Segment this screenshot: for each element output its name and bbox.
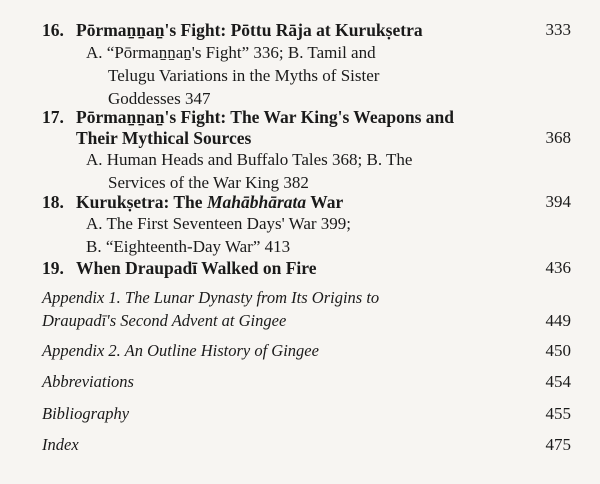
index-title: Index <box>42 435 79 454</box>
abbreviations-title: Abbreviations <box>42 372 134 391</box>
subsection-line: Telugu Variations in the Myths of Sister <box>108 66 380 85</box>
appendix-title: Appendix 2. An Outline History of Gingee <box>42 341 319 360</box>
page-number: 436 <box>545 258 571 277</box>
chapter-number: 19. <box>42 258 64 278</box>
chapter-title-italic: Mahābhārata <box>206 192 307 212</box>
chapter-title-text: Pōrmaṉṉaṉ's Fight: Pōttu Rāja at Kurukṣetra <box>76 20 423 40</box>
chapter-title <box>42 20 423 40</box>
chapter-title <box>42 107 454 127</box>
appendix-title: Appendix 1. The Lunar Dynasty from Its Origins to <box>42 288 380 307</box>
subsection-line: A. Human Heads and Buffalo Tales 368; B. The <box>86 150 413 169</box>
appendix-title-continued: Draupadī's Second Advent at Gingee <box>42 311 287 330</box>
chapter-title-text: When Draupadī Walked on Fire <box>76 258 317 278</box>
chapter-title-text: War <box>306 192 344 212</box>
chapter-title <box>42 192 343 212</box>
subsection-line: Services of the War King 382 <box>108 173 309 192</box>
page-number: 450 <box>545 341 571 360</box>
page-number: 449 <box>545 311 571 330</box>
chapter-number: 18. <box>42 192 64 212</box>
page-number: 455 <box>545 404 571 423</box>
subsection-line: A. “Pōrmaṉṉaṉ's Fight” 336; B. Tamil and <box>86 43 376 62</box>
chapter-number: 17. <box>42 107 64 127</box>
page-number: 475 <box>545 435 571 454</box>
bibliography-title: Bibliography <box>42 404 130 423</box>
page-number: 394 <box>545 192 571 211</box>
page-number: 368 <box>545 128 571 147</box>
subsection-line: A. The First Seventeen Days' War 399; <box>86 214 351 233</box>
page-number: 333 <box>545 20 571 39</box>
chapter-title-text: Kurukṣetra: The <box>76 192 207 212</box>
page-number: 454 <box>545 372 571 391</box>
chapter-number: 16. <box>42 20 64 40</box>
subsection-line: Goddesses 347 <box>108 89 211 108</box>
chapter-title-continued: Their Mythical Sources <box>76 128 252 148</box>
chapter-title <box>42 258 317 278</box>
chapter-title-text: Pōrmaṉṉaṉ's Fight: The War King's Weapons and <box>76 107 454 127</box>
subsection-line: B. “Eighteenth-Day War” 413 <box>86 237 291 256</box>
